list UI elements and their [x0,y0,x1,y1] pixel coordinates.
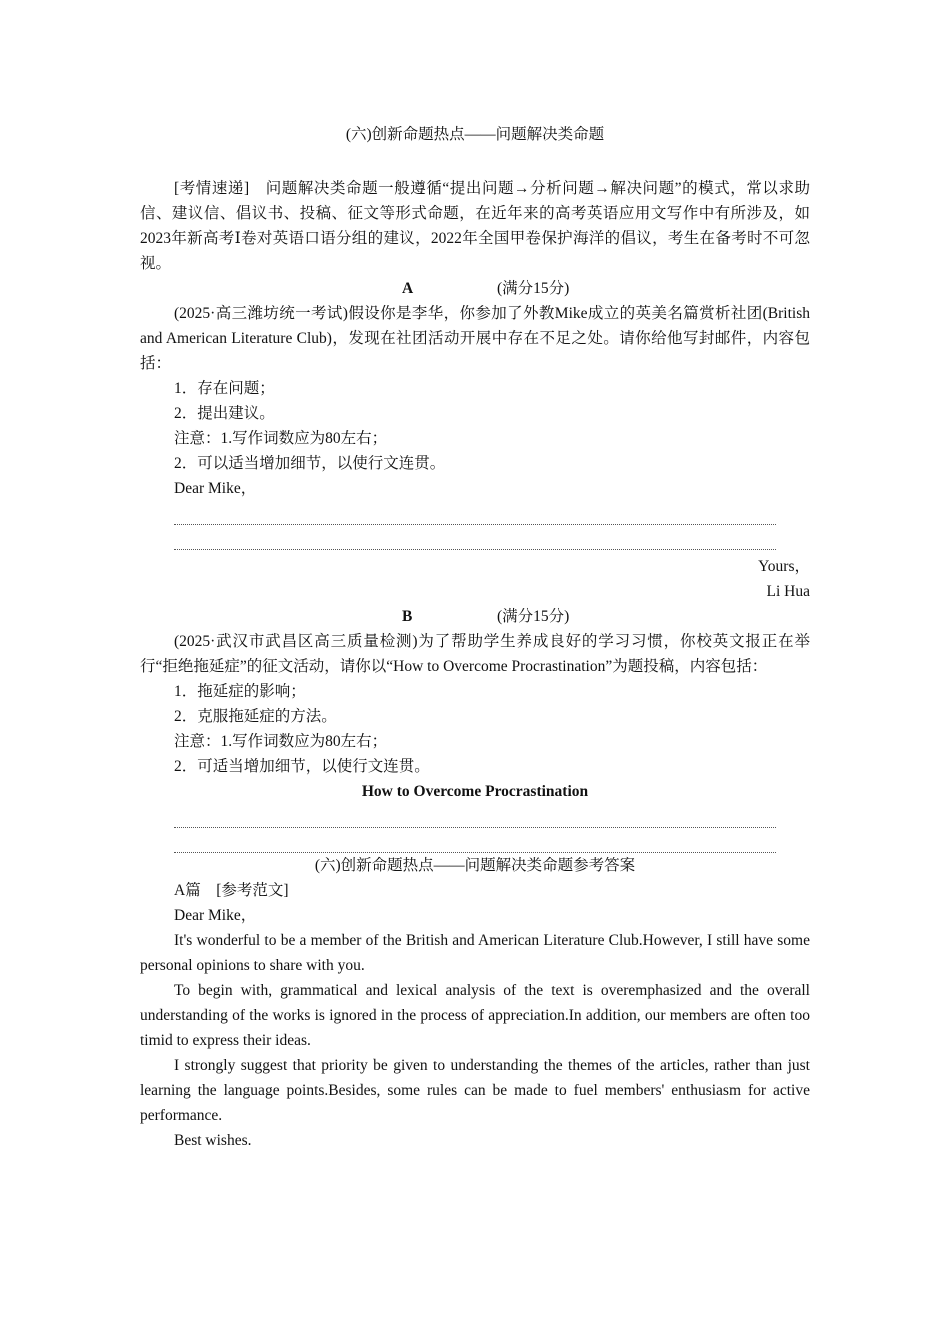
intro-text: 问题解决类命题一般遵循“提出问题→分析问题→解决问题”的模式，常以求助信、建议信、倡议书、投稿、征文等形式命题，在近年来的高考英语应用文写作中有所涉及，如2023年新高考Ⅰ卷对英语口语分组的建议，2022年全国甲卷保护海洋的倡议，考生在备考时不可忽视。 [140,180,810,272]
writing-line [174,525,776,550]
task-a-score: (满分15分) [497,280,570,297]
document-page [140,0,810,1153]
writing-line [174,828,776,853]
answer-closing: Best wishes. [174,1132,252,1149]
task-a-greeting: Dear Mike， [174,480,257,497]
writing-line [174,501,776,525]
task-a-note: 2．可以适当增加细节，以使行文连贯。 [174,455,446,472]
task-a-point: 1．存在问题； [174,380,275,397]
task-a-prompt: (2025·高三潍坊统一考试)假设你是李华，你参加了外教Mike成立的英美名篇赏析社团(British and American Literature Club)，发现在社团活动开展中存在不足之处。请你给他写封邮件，内容包括： [140,305,810,372]
task-a-point: 2．提出建议。 [174,405,275,422]
task-b-note: 注意：1.写作词数应为80左右； [174,733,388,750]
answer-section-label: A篇 [参考范文] [174,882,289,899]
answer-paragraph: I strongly suggest that priority be given to understanding the themes of the articles, rather than just learning the language points.Besides, some rules can be made to fuel members' enthusiasm for active performance. [140,1057,810,1124]
intro-label: [考情速递] [174,180,250,197]
task-b-point: 2．克服拖延症的方法。 [174,708,337,725]
task-a-signature: Li Hua [766,583,810,600]
page-title: (六)创新命题热点——问题解决类命题 [345,126,605,143]
answer-greeting: Dear Mike， [174,907,257,924]
intro-paragraph [140,176,810,276]
task-b-label: B [402,608,413,625]
task-a-label: A [402,280,414,297]
answer-paragraph: It's wonderful to be a member of the British and American Literature Club.However, I still have some personal opinions to share with you. [140,932,810,974]
answer-title: (六)创新命题热点——问题解决类命题参考答案 [314,857,636,874]
task-b-note: 2．可适当增加细节，以使行文连贯。 [174,758,430,775]
writing-line [174,804,776,828]
task-b-header [140,604,810,629]
task-a-note: 注意：1.写作词数应为80左右； [174,430,388,447]
task-b-prompt: (2025·武汉市武昌区高三质量检测)为了帮助学生养成良好的学习习惯，你校英文报正在举行“拒绝拖延症”的征文活动，请你以“How to Overcome Procrastination”为题投稿，内容包括： [140,633,810,675]
task-b-score: (满分15分) [497,608,570,625]
task-b-point: 1．拖延症的影响； [174,683,306,700]
answer-paragraph: To begin with, grammatical and lexical analysis of the text is overemphasized and the overall understanding of the works is ignored in the process of appreciation.In addition, our members are often too timid to express their ideas. [140,982,810,1049]
task-a-closing: Yours， [758,558,810,575]
task-b-essay-title: How to Overcome Procrastination [361,783,589,800]
task-a-header [140,276,810,301]
